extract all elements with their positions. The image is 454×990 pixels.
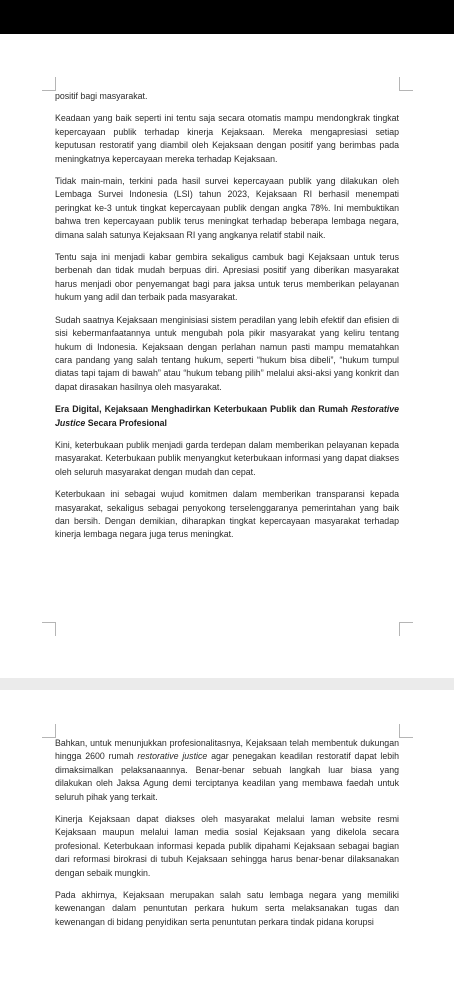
paragraph: Tidak main-main, terkini pada hasil survei kepercayaan publik yang dilakukan oleh Lembaga Survei Indonesia (LSI) tahun 2023, Kejaksaan RI berhasil menempati peringkat ke-3 untuk tingkat kepercayaan publik dengan angka 78%. Ini membuktikan bahwa tren kepercayaan publik terus meningkat terhadap beberapa lembaga negara, dimana salah satunya Kejaksaan RI yang angkanya relatif stabil naik. [55, 176, 399, 240]
paragraph: Pada akhirnya, Kejaksaan merupakan salah satu lembaga negara yang memiliki kewenangan dalam penuntutan perkara hukum serta melaksanakan tugas dan kewenangan di bidang penyidikan serta penuntutan perkara tindak pidana korupsi [55, 890, 399, 927]
margin-corner-top-left [42, 724, 56, 738]
status-bar [0, 0, 454, 34]
paragraph: Sudah saatnya Kejaksaan menginisiasi sistem peradilan yang lebih efektif dan efisien di sisi kebermanfaatannya untuk mengubah pola pikir masyarakat yang keliru tentang hukum di Indonesia. Kejaksaan dengan perlahan namun pasti mampu mematahkan cara pandang yang salah tentang hukum, seperti “hukum bisa dibeli”, “hukum tumpul diatas tapi tajam di bawah” atau “hukum tebang pilih” melalui aksi-aksi yang konkrit dan dapat dirasakan hasilnya oleh masyarakat. [55, 314, 399, 392]
paragraph: Kinerja Kejaksaan dapat diakses oleh masyarakat melalui laman website resmi Kejaksaan maupun melalui laman media sosial Kejaksaan yang dikelola secara profesional. Keterbukaan informasi kepada publik dipahami Kejaksaan sebagai bagian dari reformasi birokrasi di tubuh Kejaksaan sehingga harus benar-benar dilaksanakan dengan sebaik mungkin. [55, 814, 399, 878]
margin-corner-top-left [42, 77, 56, 91]
document-page-1 [0, 34, 454, 678]
margin-corner-top-right [399, 77, 413, 91]
paragraph: positif bagi masyarakat. [55, 91, 148, 101]
margin-corner-top-right [399, 724, 413, 738]
paragraph-italic-text: restorative justice [137, 751, 208, 762]
paragraph: Tentu saja ini menjadi kabar gembira sekaligus cambuk bagi Kejaksaan untuk terus berbenah dan tidak mudah berpuas diri. Apresiasi positif yang diberikan masyarakat harus menjadi obor penyemangat bagi para jaksa untuk terus memberikan pelayanan hukum yang adil dan terbaik pada masyarakat. [55, 252, 399, 303]
margin-corner-bottom-right [399, 622, 413, 636]
page-2-body [55, 737, 399, 938]
paragraph-text: agar penegakan keadilan restoratif dapat lebih dimaksimalkan pelaksanaannya. Benar-benar sebuah langkah luar biasa yang dilakukan oleh Jaksa Agung demi terciptanya keadilan yang membawa faedah untuk seluruh pihak yang terkait. [55, 751, 399, 802]
margin-corner-bottom-left [42, 622, 56, 636]
page-1-body [55, 90, 399, 551]
section-heading [55, 403, 399, 430]
heading-italic-text: Restorative Justice [55, 404, 399, 428]
paragraph-text: Bahkan, untuk menunjukkan profesionalitasnya, Kejaksaan telah membentuk dukungan hingga 2600 rumah [55, 738, 399, 762]
paragraph: Kini, keterbukaan publik menjadi garda terdepan dalam memberikan pelayanan kepada masyarakat. Keterbukaan publik menyangkut keterbukaan informasi yang dapat diakses oleh seluruh masyarakat dengan mudah dan cepat. [55, 439, 399, 477]
heading-text: Secara Profesional [85, 417, 167, 428]
paragraph: Keterbukaan ini sebagai wujud komitmen dalam memberikan transparansi kepada masyarakat, sekaligus sebagai penyokong terselenggaranya pemerintahan yang baik dan bersih. Dengan demikian, diharapkan tingkat kepercayaan masyarakat terhadap kinerja lembaga negara juga terus meningkat. [55, 489, 399, 540]
document-page-2 [0, 690, 454, 990]
paragraph [55, 737, 399, 804]
paragraph: Keadaan yang baik seperti ini tentu saja secara otomatis mampu mendongkrak tingkat kepercayaan publik terhadap kinerja Kejaksaan. Mereka mengapresiasi setiap keputusan restoratif yang diambil oleh Kejaksaan dengan positif yang berimbas pada meningkatnya kepercayaan mereka terhadap Kejaksaan. [55, 113, 399, 164]
heading-text: Era Digital, Kejaksaan Menghadirkan Keterbukaan Publik dan Rumah [55, 404, 352, 415]
